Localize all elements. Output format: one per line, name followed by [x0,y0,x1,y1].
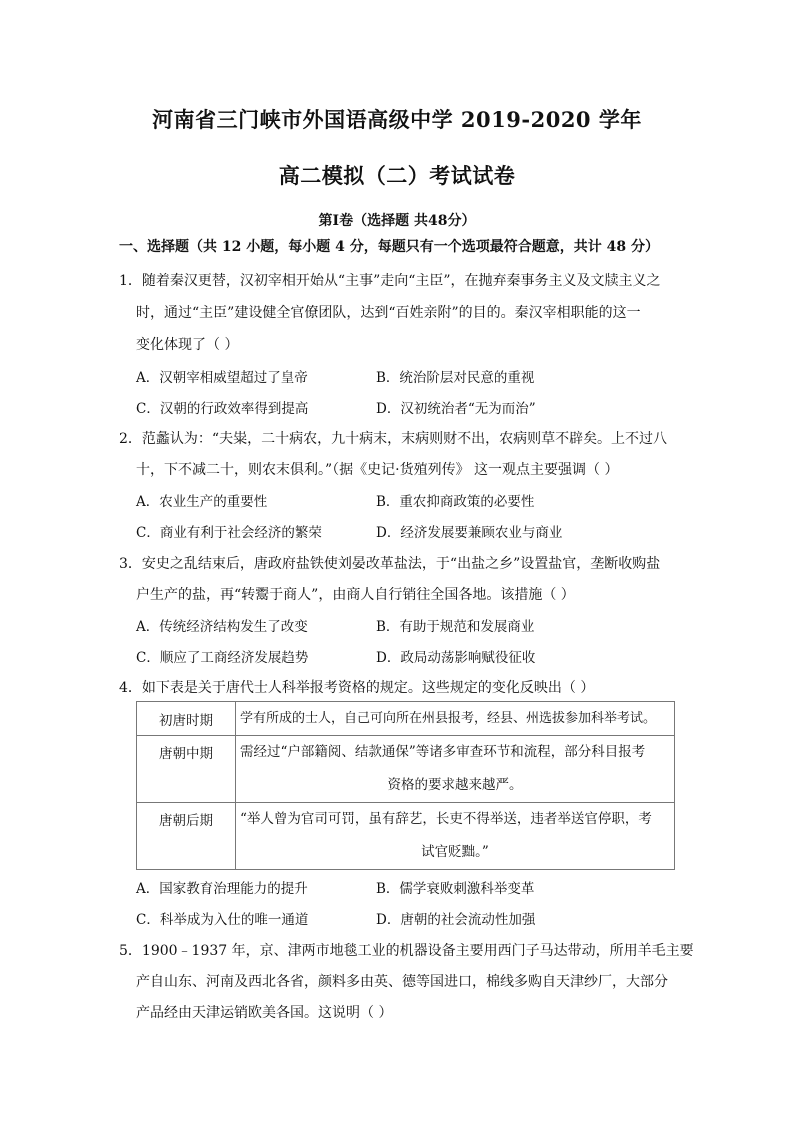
table-cell-description [236,702,675,736]
table-cell-era: 初唐时期 [137,702,236,736]
question-1-option-d: D．汉初统治者“无为而治” [376,401,536,417]
question-2-option-a: A．农业生产的重要性 [136,494,268,510]
question-2-line-2: 十，下不减二十，则农末俱利。”（据《史记·货殖列传》 这一观点主要强调（ ） [136,462,619,478]
question-3-option-c: C．顺应了工商经济发展趋势 [136,650,309,666]
table-cell-text: 试官贬黜。” [421,844,489,860]
table-cell-era: 唐朝中期 [137,736,236,803]
question-3-line-2: 户生产的盐，再“转鬻于商人”，由商人自行销往全国各地。该措施（ ） [136,587,575,603]
question-1-option-a: A．汉朝宰相威望超过了皇帝 [136,370,308,386]
question-1-line-2: 时，通过“主臣”建设健全官僚团队，达到“百姓亲附”的目的。秦汉宰相职能的这一 [136,305,641,321]
question-1-option-c: C．汉朝的行政效率得到提高 [136,401,309,417]
table-cell-text: 需经过“户部籍阅、结款通保”等诸多审查环节和流程，部分科目报考 [240,744,646,760]
section-heading: 一、选择题（共 12 小题，每小题 4 分，每题只有一个选项最符合题意，共计 48 分） [119,239,659,255]
question-5-line-2: 产自山东、河南及西北各省，颜料多由英、德等国进口，棉线多购自天津纱厂，大部分 [136,974,668,990]
table-cell-description [236,803,675,870]
question-1-option-b: B．统治阶层对民意的重视 [376,370,535,386]
question-2-option-b: B．重农抑商政策的必要性 [376,494,535,510]
question-4-option-a: A．国家教育治理能力的提升 [136,881,308,897]
exam-title-line-2: 高二模拟（二）考试试卷 [278,163,516,188]
question-2-option-c: C．商业有利于社会经济的繁荣 [136,525,322,541]
question-5-line-3: 产品经由天津运销欧美各国。这说明（ ） [136,1005,393,1021]
question-3-option-b: B．有助于规范和发展商业 [376,619,535,635]
question-2-line-1: 2．范蠡认为：“夫粜，二十病农，九十病末，末病则财不出，农病则草不辟矣。上不过八 [119,431,668,447]
table-row [137,803,675,870]
question-2-option-d: D．经济发展要兼顾农业与商业 [376,525,563,541]
question-4-option-c: C．科举成为入仕的唯一通道 [136,912,309,928]
question-1-line-3: 变化体现了（ ） [136,337,239,353]
table-cell-text: “举人曾为官司可罚，虽有辞艺，长吏不得举送，违者举送官停职，考 [240,811,652,827]
question-3-option-a: A．传统经济结构发生了改变 [136,619,308,635]
question-1-line-1: 1．随着秦汉更替，汉初宰相开始从“主事”走向“主臣”，在抛弃秦事务主义及文牍主义之 [119,273,661,289]
volume-label: 第Ⅰ卷（选择题 共48分） [318,213,476,229]
question-4-option-d: D．唐朝的社会流动性加强 [376,912,536,928]
question-5-line-1: 5．1900﹣1937 年，京、津两市地毯工业的机器设备主要用西门子马达带动，所用羊毛主要 [119,943,694,959]
table-cell-description [236,736,675,803]
question-3-line-1: 3．安史之乱结束后，唐政府盐铁使刘晏改革盐法，于“出盐之乡”设置盐官，垄断收购盐 [119,556,661,572]
exam-title-line-1: 河南省三门峡市外国语高级中学 2019-2020 学年 [152,107,642,132]
question-3-option-d: D．政局动荡影响赋役征收 [376,650,536,666]
table-row [137,736,675,803]
question-4-line-1: 4．如下表是关于唐代士人科举报考资格的规定。这些规定的变化反映出（ ） [119,680,595,696]
exam-eligibility-table [136,701,675,870]
question-4-option-b: B．儒学衰败刺激科举变革 [376,881,535,897]
table-cell-text: 学有所成的士人，自己可向所在州县报考，经县、州选拔参加科举考试。 [240,711,657,726]
table-row [137,702,675,736]
table-cell-text: 资格的要求越来越严。 [387,777,523,793]
table-cell-era: 唐朝后期 [137,803,236,870]
